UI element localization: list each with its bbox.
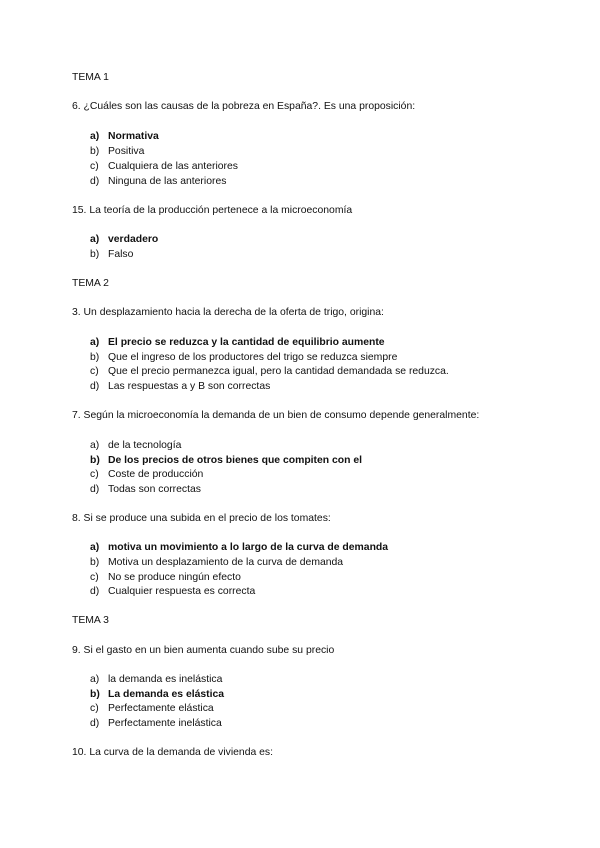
answer-option: d) Ninguna de las anteriores [90, 176, 227, 187]
answer-option: d) Perfectamente inelástica [90, 718, 222, 729]
answer-option: c) Coste de producción [90, 469, 204, 480]
question-text: 7. Según la microeconomía la demanda de un bien de consumo depende generalmente: [72, 410, 480, 421]
answer-option: c) Cualquiera de las anteriores [90, 161, 238, 172]
answer-option: a) la demanda es inelástica [90, 674, 223, 685]
answer-option: b) La demanda es elástica [90, 689, 225, 700]
question-text: 15. La teoría de la producción pertenece a la microeconomía [72, 205, 353, 216]
answer-option: b) Que el ingreso de los productores del trigo se reduzca siempre [90, 352, 398, 363]
question-text: 8. Si se produce una subida en el precio de los tomates: [72, 513, 331, 524]
answer-option: c) Que el precio permanezca igual, pero la cantidad demandada se reduzca. [90, 366, 449, 377]
question-text: 6. ¿Cuáles son las causas de la pobreza en España?. Es una proposición: [72, 101, 416, 112]
answer-option: d) Las respuestas a y B son correctas [90, 381, 271, 392]
answer-option: a) de la tecnología [90, 440, 182, 451]
question-text: 9. Si el gasto en un bien aumenta cuando sube su precio [72, 645, 335, 656]
section-heading: TEMA 3 [72, 615, 109, 626]
answer-option: b) Falso [90, 249, 134, 260]
answer-option: d) Todas son correctas [90, 484, 201, 495]
answer-option: a) El precio se reduzca y la cantidad de equilibrio aumente [90, 337, 385, 348]
answer-option: b) De los precios de otros bienes que compiten con el [90, 455, 363, 466]
question-text: 3. Un desplazamiento hacia la derecha de la oferta de trigo, origina: [72, 307, 384, 318]
answer-option: b) Positiva [90, 146, 145, 157]
answer-option: a) verdadero [90, 234, 159, 245]
question-text: 10. La curva de la demanda de vivienda es: [72, 747, 274, 758]
answer-option: a) motiva un movimiento a lo largo de la curva de demanda [90, 542, 389, 553]
answer-option: c) Perfectamente elástica [90, 703, 214, 714]
answer-option: b) Motiva un desplazamiento de la curva de demanda [90, 557, 344, 568]
section-heading: TEMA 2 [72, 278, 109, 289]
answer-option: c) No se produce ningún efecto [90, 572, 241, 583]
section-heading: TEMA 1 [72, 72, 109, 83]
answer-option: d) Cualquier respuesta es correcta [90, 586, 256, 597]
answer-option: a) Normativa [90, 131, 159, 142]
